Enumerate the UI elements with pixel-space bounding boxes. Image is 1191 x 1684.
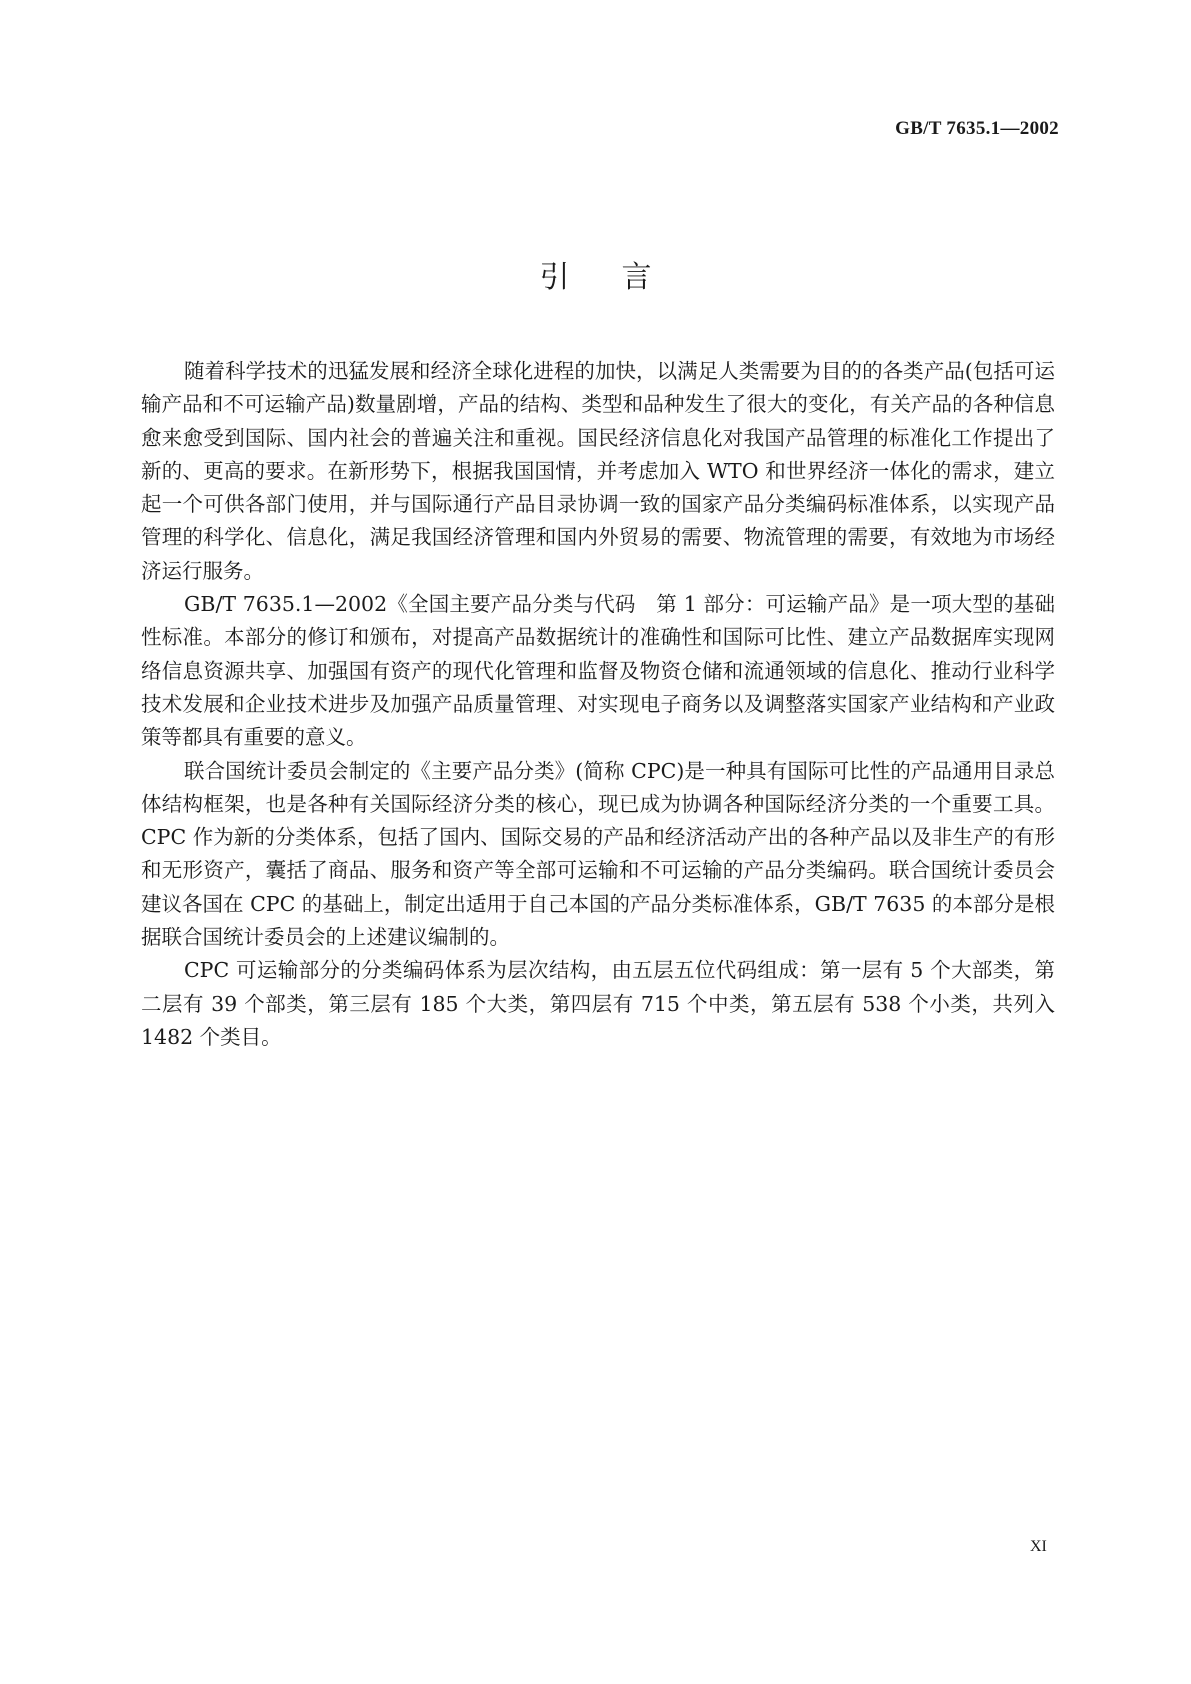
document-body [141,355,1055,1054]
page-number: XI [1030,1538,1047,1555]
paragraph: 随着科学技术的迅猛发展和经济全球化进程的加快，以满足人类需要为目的的各类产品(包括可运输产品和不可运输产品)数量剧增，产品的结构、类型和品种发生了很大的变化，有关产品的各种信息愈来愈受到国际、国内社会的普遍关注和重视。国民经济信息化对我国产品管理的标准化工作提出了新的、更高的要求。在新形势下，根据我国国情，并考虑加入 WTO 和世界经济一体化的需求，建立起一个可供各部门使用，并与国际通行产品目录协调一致的国家产品分类编码标准体系，以实现产品管理的科学化、信息化，满足我国经济管理和国内外贸易的需要、物流管理的需要，有效地为市场经济运行服务。 [141,359,1055,583]
standard-number: GB/T 7635.1—2002 [895,118,1059,139]
paragraph: CPC 可运输部分的分类编码体系为层次结构，由五层五位代码组成：第一层有 5 个大部类，第二层有 39 个部类，第三层有 185 个大类，第四层有 715 个中类，第五层有 538 个小类，共列入 1482 个类目。 [141,958,1055,1049]
page-title: 引言 [539,260,704,295]
paragraph: 联合国统计委员会制定的《主要产品分类》(简称 CPC)是一种具有国际可比性的产品通用目录总体结构框架，也是各种有关国际经济分类的核心，现已成为协调各种国际经济分类的一个重要工具。CPC 作为新的分类体系，包括了国内、国际交易的产品和经济活动产出的各种产品以及非生产的有形和无形资产，囊括了商品、服务和资产等全部可运输和不可运输的产品分类编码。联合国统计委员会建议各国在 CPC 的基础上，制定出适用于自己本国的产品分类标准体系，GB/T 7635 的本部分是根据联合国统计委员会的上述建议编制的。 [141,758,1055,950]
paragraph: GB/T 7635.1—2002《全国主要产品分类与代码 第 1 部分：可运输产品》是一项大型的基础性标准。本部分的修订和颁布，对提高产品数据统计的准确性和国际可比性、建立产品数据库实现网络信息资源共享、加强国有资产的现代化管理和监督及物资仓储和流通领域的信息化、推动行业科学技术发展和企业技术进步及加强产品质量管理、对实现电子商务以及调整落实国家产业结构和产业政策等都具有重要的意义。 [141,592,1055,750]
